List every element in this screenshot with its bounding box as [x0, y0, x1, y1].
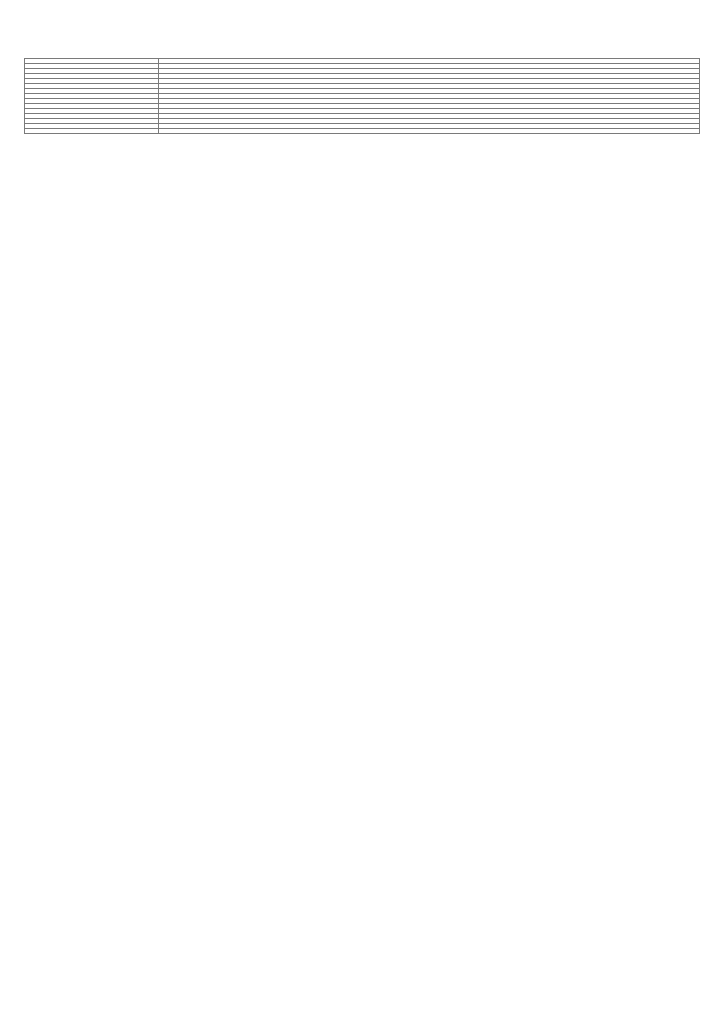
- row-ocenianie: [25, 129, 700, 134]
- syllabus-table: [24, 58, 700, 134]
- assessment-cell: [159, 129, 700, 134]
- label-ocenianie: [25, 129, 159, 134]
